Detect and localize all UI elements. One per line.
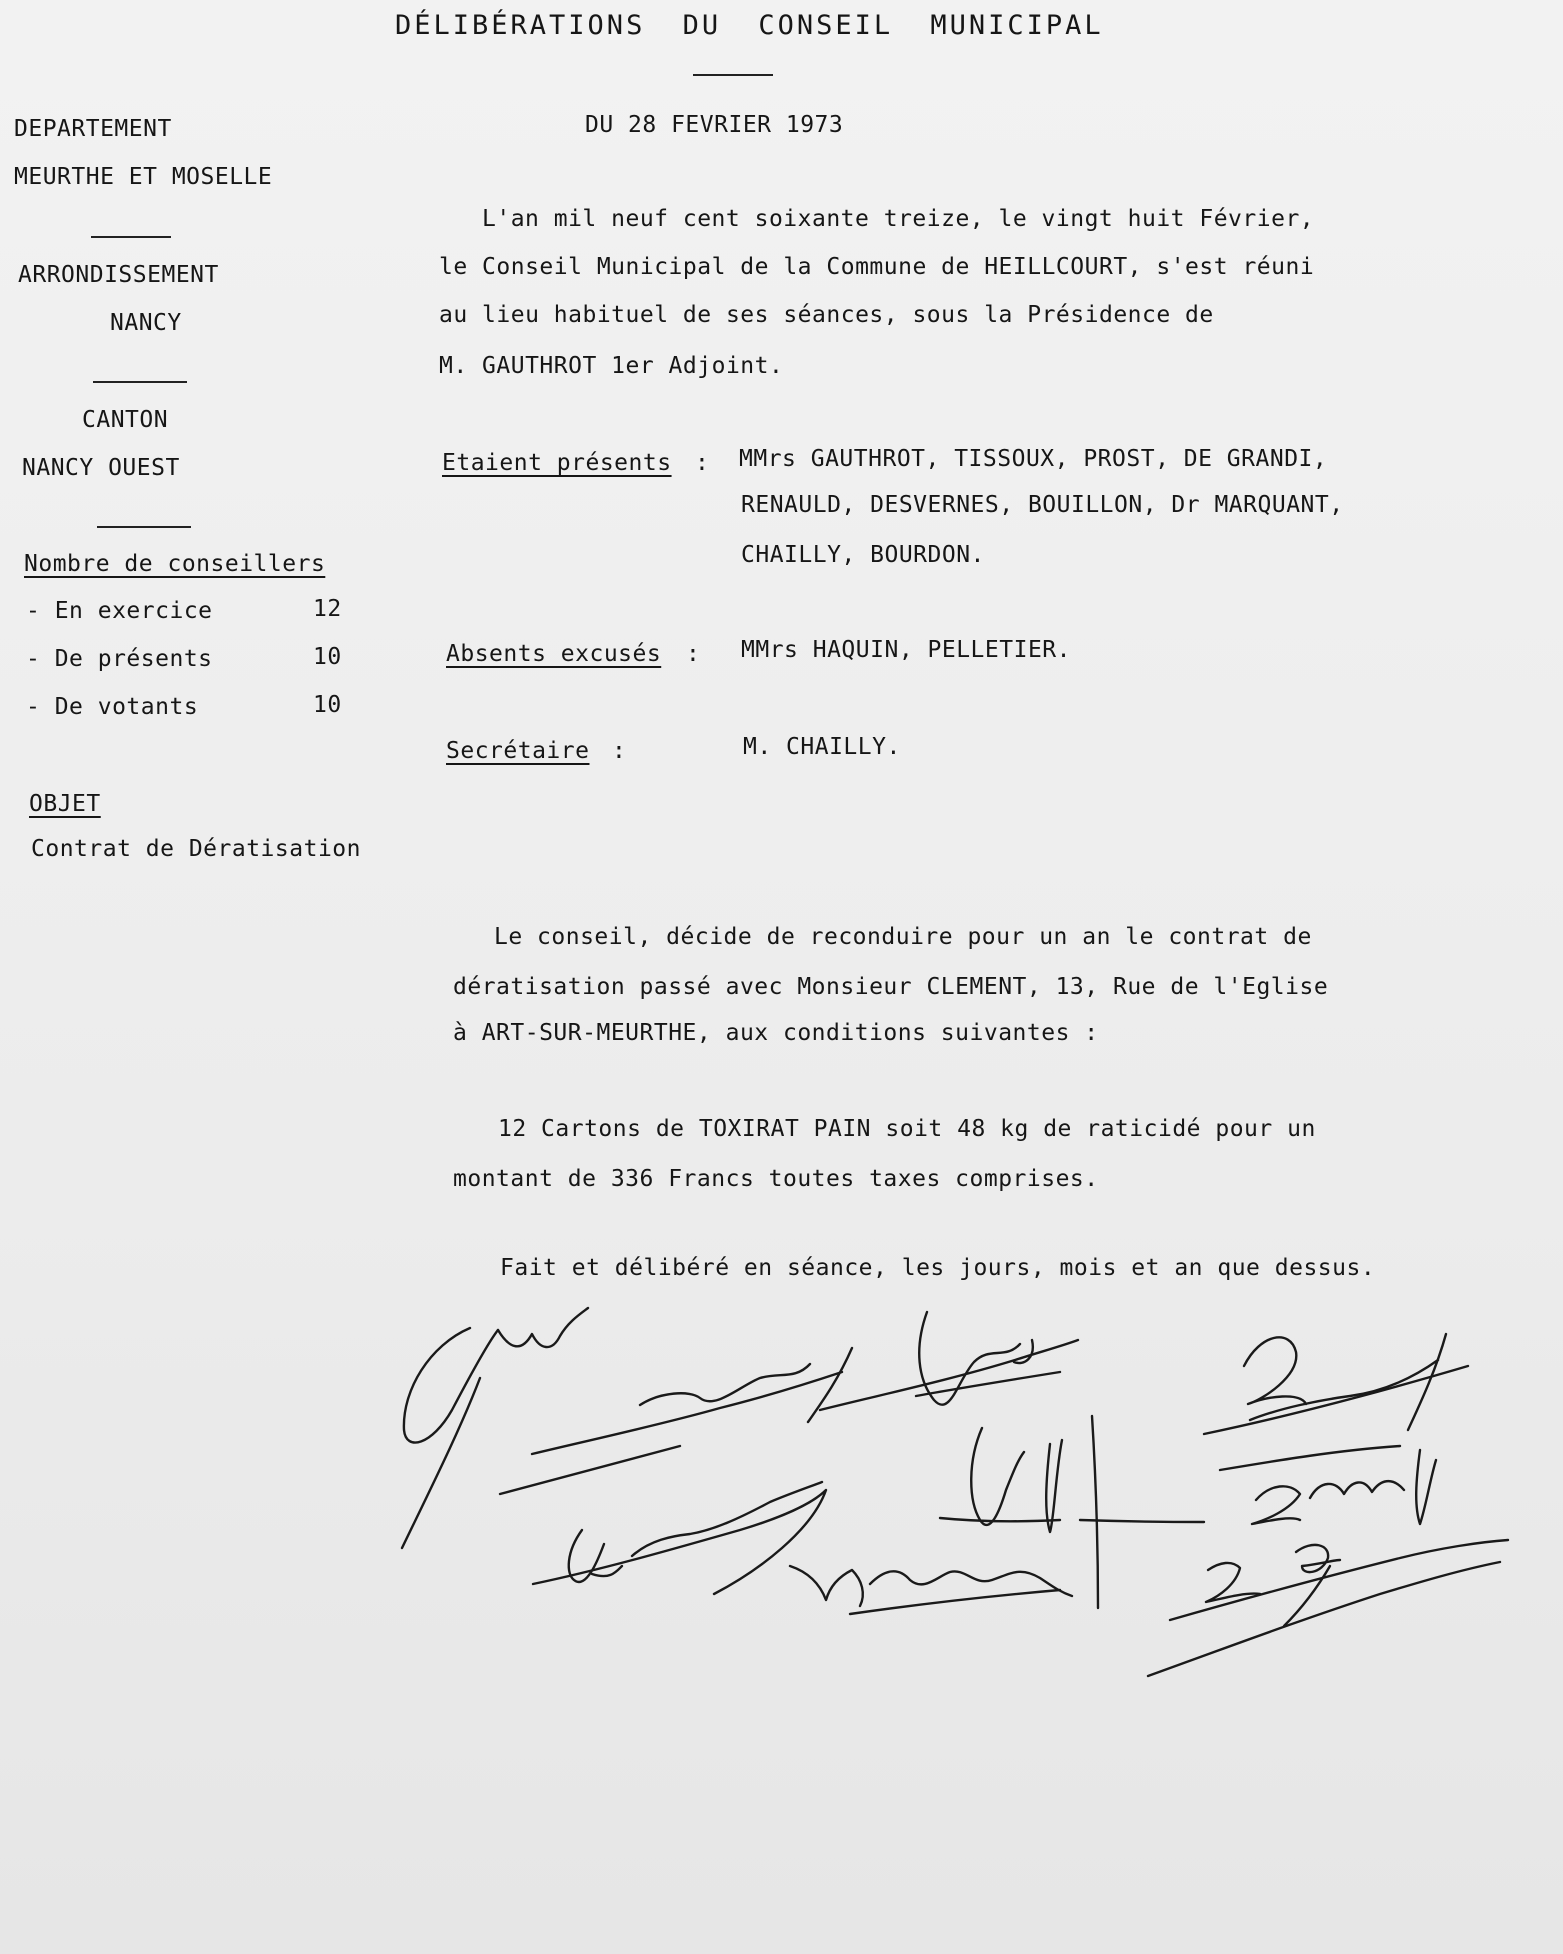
absents-label: Absents excusés — [446, 641, 662, 667]
conseillers-heading: Nombre de conseillers — [24, 551, 326, 577]
decision-line: à ART-SUR-MEURTHE, aux conditions suivantes : — [453, 1020, 1099, 1046]
intro-line: le Conseil Municipal de la Commune de HEILLCOURT, s'est réuni — [439, 254, 1315, 280]
title-divider — [693, 74, 773, 76]
presents-line: MMrs GAUTHROT, TISSOUX, PROST, DE GRANDI, — [739, 446, 1328, 472]
presents-line: RENAULD, DESVERNES, BOUILLON, Dr MARQUANT, — [741, 492, 1344, 518]
objet-heading: OBJET — [29, 791, 101, 817]
secretaire-value: M. CHAILLY. — [743, 734, 901, 760]
secretaire-label: Secrétaire — [446, 738, 590, 764]
stat-value: 10 — [313, 644, 342, 670]
intro-line: au lieu habituel de ses séances, sous la Présidence de — [439, 302, 1214, 328]
sidebar-divider — [93, 381, 187, 383]
sidebar-divider — [91, 236, 171, 238]
departement-value: MEURTHE ET MOSELLE — [14, 164, 273, 190]
presents-colon: : — [695, 450, 710, 476]
presents-line: CHAILLY, BOURDON. — [741, 542, 985, 568]
absents-value: MMrs HAQUIN, PELLETIER. — [741, 637, 1071, 663]
stat-value: 10 — [313, 692, 342, 718]
decision-line: Le conseil, décide de reconduire pour un an le contrat de — [494, 924, 1312, 950]
departement-label: DEPARTEMENT — [14, 116, 172, 142]
intro-line: M. GAUTHROT 1er Adjoint. — [439, 353, 784, 379]
condition-line: montant de 336 Francs toutes taxes comprises. — [453, 1166, 1099, 1192]
sidebar-divider — [97, 526, 191, 528]
objet-value: Contrat de Dératisation — [31, 836, 361, 862]
presents-label: Etaient présents — [442, 450, 672, 476]
document-title: DÉLIBÉRATIONS DU CONSEIL MUNICIPAL — [395, 10, 1104, 41]
meeting-date: DU 28 FEVRIER 1973 — [585, 112, 844, 138]
canton-value: NANCY OUEST — [22, 455, 180, 481]
stat-label: - De votants — [26, 694, 199, 720]
arrondissement-label: ARRONDISSEMENT — [18, 262, 219, 288]
absents-colon: : — [686, 641, 701, 667]
stat-label: - En exercice — [26, 598, 213, 624]
closing-statement: Fait et délibéré en séance, les jours, mois et an que dessus. — [500, 1255, 1376, 1281]
stat-value: 12 — [313, 596, 342, 622]
condition-line: 12 Cartons de TOXIRAT PAIN soit 48 kg de raticidé pour un — [498, 1116, 1316, 1142]
intro-line: L'an mil neuf cent soixante treize, le vingt huit Février, — [482, 206, 1315, 232]
secretaire-colon: : — [612, 738, 627, 764]
arrondissement-value: NANCY — [110, 310, 182, 336]
decision-line: dératisation passé avec Monsieur CLEMENT, 13, Rue de l'Eglise — [453, 974, 1329, 1000]
stat-label: - De présents — [26, 646, 213, 672]
canton-label: CANTON — [82, 407, 169, 433]
